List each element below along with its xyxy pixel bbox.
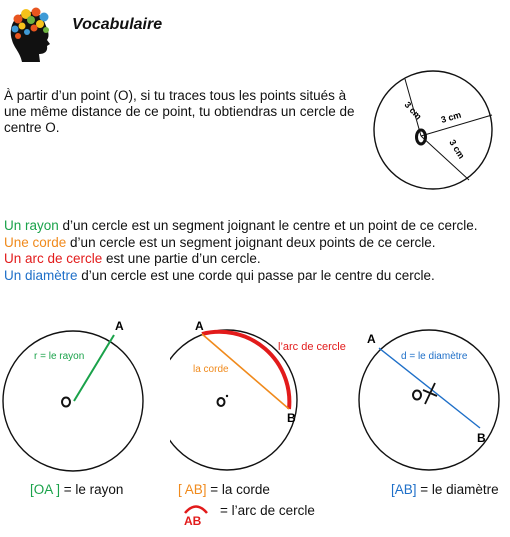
point-a-label: A	[367, 332, 376, 346]
page-title: Vocabulaire	[72, 16, 163, 33]
definition-rayon: Un rayon d’un cercle est un segment joignant le centre et un point de ce cercle.	[4, 218, 478, 233]
arc-symbol-text: AB	[184, 514, 202, 528]
head-flowers-icon	[6, 4, 64, 64]
caption-diametre: [AB] = le diamètre	[391, 482, 499, 497]
arc-label: l’arc de cercle	[278, 341, 346, 353]
circle-corde-diagram	[170, 312, 350, 472]
point-a-label: A	[195, 319, 204, 333]
definition-diametre: Un diamètre d’un cercle est une corde qui passe par le centre du cercle.	[4, 267, 435, 283]
caption-arc: = l’arc de cercle	[220, 503, 315, 518]
radius-label: r = le rayon	[34, 351, 85, 362]
intro-paragraph: À partir d’un point (O), si tu traces tous les points situés à une même distance de ce point, tu obtiendras un cercle de centre O.	[4, 88, 355, 135]
point-b-label: B	[477, 431, 486, 445]
circle-o-diagram	[372, 70, 502, 195]
definition-corde: Une corde d’un cercle est un segment joignant deux points de ce cercle.	[4, 234, 436, 250]
circle-rayon-diagram	[0, 312, 170, 472]
point-a-label: A	[115, 319, 124, 333]
definition-arc: Un arc de cercle est une partie d’un cercle.	[4, 251, 261, 266]
radius-measure-1: 3 cm	[402, 99, 424, 122]
caption-corde: [ AB] = la corde	[178, 482, 270, 497]
circle-diametre-diagram	[355, 312, 510, 472]
diameter-label: d = le diamètre	[401, 351, 468, 362]
radius-measure-3: 3 cm	[447, 137, 467, 161]
point-b-label: B	[287, 411, 296, 425]
caption-rayon: [OA ] = le rayon	[30, 482, 124, 497]
chord-label: la corde	[193, 364, 229, 375]
arc-symbol	[182, 500, 210, 528]
definitions-list	[4, 218, 504, 284]
radius-measure-2: 3 cm	[439, 109, 463, 125]
